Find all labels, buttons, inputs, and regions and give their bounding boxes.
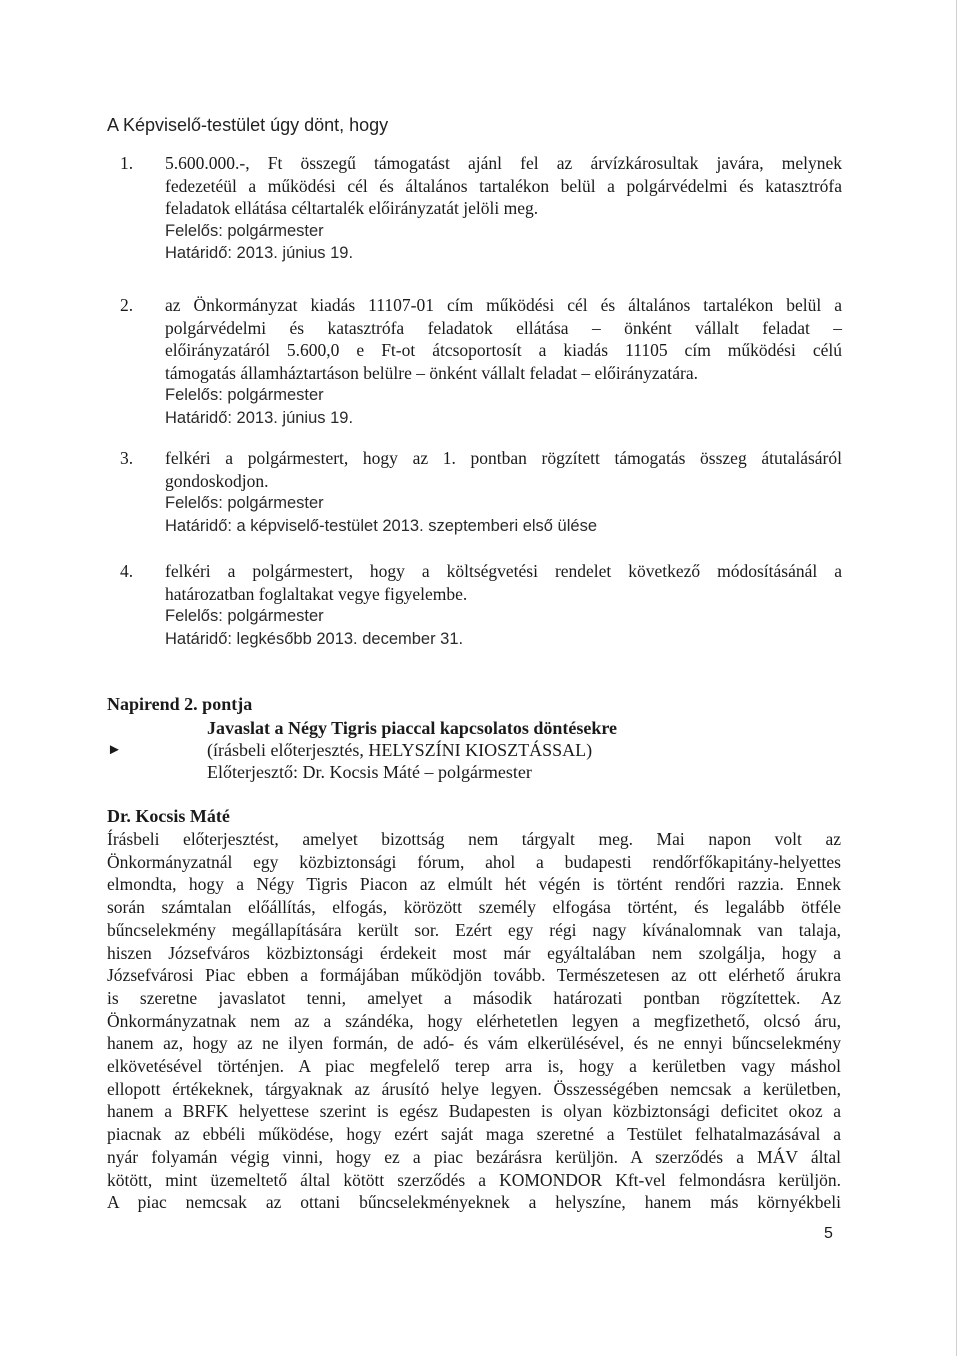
resolution-item-4 (120, 560, 842, 650)
speech-line: elkövetésével történjen. A piac megfelelő terep arra is, hogy a kerületben vagy máshol (107, 1056, 841, 1077)
item-text-line: felkéri a polgármestert, hogy a költségvetési rendelet következő módosításánál a (165, 561, 842, 581)
speech-line: piacnak az ebbéli működése, hogy ezért saját maga szeretné a Testület felhatalmazásával a (107, 1124, 841, 1145)
item-number: 1. (120, 153, 134, 173)
speech-line: A piac nemcsak az ottani bűncselekményeknek a helyszíne, hanem más környékbeli (107, 1192, 841, 1213)
speech-line: Józsefvárosi Piac ebben a formájában működjön tovább. Természetesen az ott elérhető árukra (107, 965, 841, 986)
item-text-line: határozatban foglaltakat vegye figyelembe. (165, 583, 468, 604)
agenda-subtitle: (írásbeli előterjesztés, HELYSZÍNI KIOSZTÁSSAL) (207, 740, 593, 760)
speech-line: hanem az, hogy az ne ilyen formán, de adó- és vám elkerülésével, és ne ennyi bűncselekmény (107, 1033, 841, 1054)
deadline-line: Határidő: 2013. június 19. (165, 244, 354, 262)
responsible-line: Felelős: polgármester (165, 494, 324, 512)
page-number: 5 (824, 1225, 833, 1242)
agenda-presenter: Előterjesztő: Dr. Kocsis Máté – polgármester (207, 762, 532, 782)
speech-line: hanem a BRFK helyettese szerint is egész Budapesten is olyan közbiztonsági deficitet okoz a (107, 1101, 841, 1122)
item-text-line: feladatok ellátása céltartalék előirányzatát jelöli meg. (165, 198, 539, 218)
responsible-line: Felelős: polgármester (165, 386, 324, 404)
item-number: 2. (120, 295, 134, 315)
item-text-line: támogatás államháztartáson belülre – önként vállalt feladat – előirányzatára. (165, 362, 699, 383)
speech-line: Önkormányzatnak nem az a szándéka, hogy elérhetetlen legyen a megfizethető, olcsó áru, (107, 1010, 841, 1031)
item-number: 4. (120, 561, 134, 581)
resolution-item-1 (120, 152, 842, 265)
speech-paragraph (107, 828, 841, 1214)
item-number: 3. (120, 448, 134, 468)
arrow-bullet-icon: ► (107, 742, 122, 758)
deadline-line: Határidő: legkésőbb 2013. december 31. (165, 629, 464, 648)
speech-line: is szeretne javaslatot tenni, amelyet a második határozati pontban rögzítettek. Az (107, 987, 841, 1008)
speaker-name: Dr. Kocsis Máté (107, 806, 230, 826)
page-edge-line (956, 0, 957, 1356)
resolution-item-2 (120, 294, 842, 429)
speech-line: során számtalan előállítás, elfogás, körözött személy elfogása történt, és legalább ötféle (107, 897, 841, 918)
item-text-line: felkéri a polgármestert, hogy az 1. pontban rögzített támogatás összeg átutalásáról (165, 448, 842, 468)
item-text-line: fedezetéül a működési cél és általános tartalékon belül a polgárvédelmi és katasztrófa (165, 175, 842, 196)
speech-line: nyár folyamán végig vinni, hogy ez a piac bezárásra kerüljön. A szerződés a MÁV által (107, 1146, 841, 1167)
speech-line: elmondta, hogy a Négy Tigris Piacon az elmúlt hét végén is történt rendőri razzia. Ennek (107, 874, 841, 895)
item-text-line: az Önkormányzat kiadás 11107-01 cím működési cél és általános tartalékon belül a (165, 295, 842, 315)
intro-sentence: A Képviselő-testület úgy dönt, hogy (107, 115, 389, 135)
agenda-details (207, 717, 767, 783)
speech-line: Írásbeli előterjesztést, amelyet bizottság nem tárgyalt meg. Mai napon volt az (107, 829, 841, 849)
responsible-line: Felelős: polgármester (165, 221, 324, 240)
deadline-line: Határidő: 2013. június 19. (165, 408, 354, 427)
item-text-line: polgárvédelmi és katasztrófa feladatok ellátása – önként vállalt feladat – (165, 317, 842, 338)
deadline-line: Határidő: a képviselő-testület 2013. szeptemberi első ülése (165, 516, 597, 535)
speech-line: Önkormányzatnál egy közbiztonsági fórum, ahol a budapesti rendőrfőkapitány-helyettes (107, 851, 841, 872)
item-text-line: 5.600.000.-, Ft összegű támogatást ajánl fel az árvízkárosultak javára, melynek (165, 153, 842, 173)
speech-line: bűncselekmény megállapítására került sor. Ezért egy régi nagy kívánalomnak van talaja, (107, 919, 841, 940)
speech-line: kötött, mint üzemeltető által kötött szerződés a KOMONDOR Kft-vel felmondásra kerüljön. (107, 1169, 841, 1190)
item-text-line: előirányzatáról 5.600,0 e Ft-ot átcsoportosít a kiadás 11105 cím működési célú (165, 340, 842, 360)
responsible-line: Felelős: polgármester (165, 607, 324, 625)
agenda-title: Javaslat a Négy Tigris piaccal kapcsolatos döntésekre (207, 718, 618, 738)
speech-line: ellopott értékeknek, tárgyaknak az árusító helye legyen. Összességében nemcsak a kerületben, (107, 1078, 841, 1099)
speech-line: hiszen Józsefváros közbiztonsági érdekeit most már egyáltalában nem szolgálja, hogy a (107, 942, 841, 963)
agenda-heading: Napirend 2. pontja (107, 694, 253, 714)
item-text-line: gondoskodjon. (165, 470, 269, 491)
resolution-item-3 (120, 447, 842, 537)
agenda-section (107, 693, 618, 782)
